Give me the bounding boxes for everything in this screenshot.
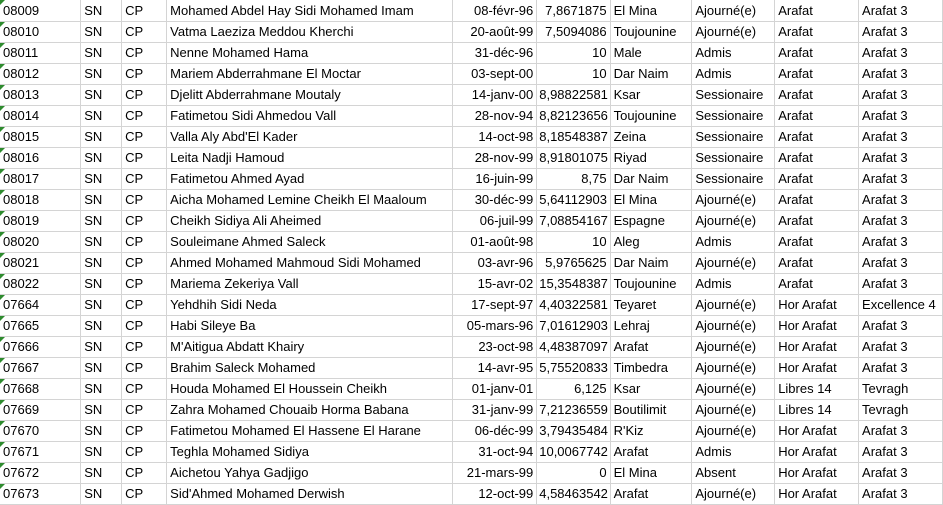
cell-student-id[interactable]: 08013 (0, 85, 81, 106)
cell-birth-date[interactable]: 08-févr-96 (453, 0, 537, 22)
cell-type[interactable]: CP (122, 22, 167, 43)
cell-group[interactable]: Arafat 3 (859, 442, 943, 463)
cell-student-name[interactable]: Habi Sileye Ba (167, 316, 453, 337)
cell-exam-center[interactable]: Hor Arafat (775, 463, 859, 484)
cell-group[interactable]: Arafat 3 (859, 190, 943, 211)
cell-exam-center[interactable]: Hor Arafat (775, 316, 859, 337)
cell-birthplace[interactable]: El Mina (610, 463, 692, 484)
cell-exam-center[interactable]: Hor Arafat (775, 442, 859, 463)
cell-birthplace[interactable]: El Mina (610, 0, 692, 22)
cell-score[interactable]: 4,40322581 (537, 295, 610, 316)
cell-birth-date[interactable]: 14-oct-98 (453, 127, 537, 148)
cell-student-id[interactable]: 08019 (0, 211, 81, 232)
table-row (0, 85, 943, 106)
cell-type[interactable]: CP (122, 169, 167, 190)
cell-student-id[interactable]: 08010 (0, 22, 81, 43)
cell-exam-center[interactable]: Arafat (775, 148, 859, 169)
cell-result-status[interactable]: Ajourné(e) (692, 295, 775, 316)
cell-birth-date[interactable]: 12-oct-99 (453, 484, 537, 505)
cell-type[interactable]: CP (122, 442, 167, 463)
cell-student-name[interactable]: Brahim Saleck Mohamed (167, 358, 453, 379)
cell-result-status[interactable]: Ajourné(e) (692, 400, 775, 421)
cell-student-name[interactable]: Teghla Mohamed Sidiya (167, 442, 453, 463)
cell-student-name[interactable]: Vatma Laeziza Meddou Kherchi (167, 22, 453, 43)
cell-result-status[interactable]: Ajourné(e) (692, 358, 775, 379)
cell-type[interactable]: CP (122, 379, 167, 400)
cell-student-id[interactable]: 08020 (0, 232, 81, 253)
cell-birthplace[interactable]: Boutilimit (610, 400, 692, 421)
cell-group[interactable]: Arafat 3 (859, 232, 943, 253)
cell-student-id[interactable]: 07671 (0, 442, 81, 463)
cell-type[interactable]: CP (122, 211, 167, 232)
cell-birth-date[interactable]: 20-août-99 (453, 22, 537, 43)
cell-birth-date[interactable]: 21-mars-99 (453, 463, 537, 484)
cell-exam-center[interactable]: Arafat (775, 169, 859, 190)
cell-exam-center[interactable]: Arafat (775, 190, 859, 211)
cell-result-status[interactable]: Sessionaire (692, 148, 775, 169)
cell-score[interactable]: 10 (537, 43, 610, 64)
table-row (0, 274, 943, 295)
cell-result-status[interactable]: Admis (692, 274, 775, 295)
cell-serie[interactable]: SN (81, 295, 122, 316)
cell-group[interactable]: Tevragh (859, 400, 943, 421)
cell-type[interactable]: CP (122, 463, 167, 484)
cell-birthplace[interactable]: Espagne (610, 211, 692, 232)
cell-score[interactable]: 6,125 (537, 379, 610, 400)
cell-student-name[interactable]: Sid'Ahmed Mohamed Derwish (167, 484, 453, 505)
table-row (0, 106, 943, 127)
cell-result-status[interactable]: Ajourné(e) (692, 22, 775, 43)
cell-exam-center[interactable]: Libres 14 (775, 400, 859, 421)
cell-student-name[interactable]: Aicha Mohamed Lemine Cheikh El Maaloum (167, 190, 453, 211)
cell-student-name[interactable]: Souleimane Ahmed Saleck (167, 232, 453, 253)
table-row (0, 358, 943, 379)
cell-student-name[interactable]: Zahra Mohamed Chouaib Horma Babana (167, 400, 453, 421)
cell-student-name[interactable]: Valla Aly Abd'El Kader (167, 127, 453, 148)
cell-result-status[interactable]: Ajourné(e) (692, 484, 775, 505)
cell-score[interactable]: 5,64112903 (537, 190, 610, 211)
cell-student-id[interactable]: 08022 (0, 274, 81, 295)
cell-serie[interactable]: SN (81, 442, 122, 463)
cell-birthplace[interactable]: Toujounine (610, 22, 692, 43)
table-row (0, 379, 943, 400)
cell-serie[interactable]: SN (81, 85, 122, 106)
cell-exam-center[interactable]: Hor Arafat (775, 295, 859, 316)
cell-type[interactable]: CP (122, 106, 167, 127)
cell-serie[interactable]: SN (81, 64, 122, 85)
cell-serie[interactable]: SN (81, 169, 122, 190)
cell-score[interactable]: 10 (537, 64, 610, 85)
table-row (0, 22, 943, 43)
cell-birthplace[interactable]: Arafat (610, 442, 692, 463)
cell-group[interactable]: Arafat 3 (859, 0, 943, 22)
table-row (0, 43, 943, 64)
cell-student-name[interactable]: Houda Mohamed El Houssein Cheikh (167, 379, 453, 400)
cell-exam-center[interactable]: Hor Arafat (775, 421, 859, 442)
cell-birth-date[interactable]: 31-déc-96 (453, 43, 537, 64)
cell-type[interactable]: CP (122, 295, 167, 316)
cell-birthplace[interactable]: Dar Naim (610, 169, 692, 190)
table-row (0, 0, 943, 22)
cell-score[interactable]: 3,79435484 (537, 421, 610, 442)
cell-student-id[interactable]: 07667 (0, 358, 81, 379)
cell-group[interactable]: Arafat 3 (859, 106, 943, 127)
table-row (0, 169, 943, 190)
cell-student-id[interactable]: 07666 (0, 337, 81, 358)
table-row (0, 421, 943, 442)
cell-birthplace[interactable]: R'Kiz (610, 421, 692, 442)
cell-score[interactable]: 4,48387097 (537, 337, 610, 358)
cell-serie[interactable]: SN (81, 43, 122, 64)
cell-group[interactable]: Arafat 3 (859, 358, 943, 379)
cell-type[interactable]: CP (122, 127, 167, 148)
table-row (0, 337, 943, 358)
cell-birthplace[interactable]: Zeina (610, 127, 692, 148)
cell-birth-date[interactable]: 14-janv-00 (453, 85, 537, 106)
cell-score[interactable]: 4,58463542 (537, 484, 610, 505)
cell-type[interactable]: CP (122, 337, 167, 358)
cell-serie[interactable]: SN (81, 400, 122, 421)
cell-student-name[interactable]: Mariem Abderrahmane El Moctar (167, 64, 453, 85)
cell-birthplace[interactable]: Arafat (610, 337, 692, 358)
cell-result-status[interactable]: Ajourné(e) (692, 337, 775, 358)
cell-group[interactable]: Tevragh (859, 379, 943, 400)
cell-result-status[interactable]: Ajourné(e) (692, 253, 775, 274)
cell-serie[interactable]: SN (81, 463, 122, 484)
cell-birth-date[interactable]: 01-août-98 (453, 232, 537, 253)
cell-birth-date[interactable]: 30-déc-99 (453, 190, 537, 211)
cell-student-name[interactable]: Fatimetou Mohamed El Hassene El Harane (167, 421, 453, 442)
cell-student-id[interactable]: 08018 (0, 190, 81, 211)
cell-serie[interactable]: SN (81, 274, 122, 295)
cell-student-name[interactable]: Nenne Mohamed Hama (167, 43, 453, 64)
cell-student-id[interactable]: 08011 (0, 43, 81, 64)
cell-score[interactable]: 7,21236559 (537, 400, 610, 421)
cell-score[interactable]: 8,82123656 (537, 106, 610, 127)
cell-score[interactable]: 7,01612903 (537, 316, 610, 337)
table-row (0, 484, 943, 505)
cell-score[interactable]: 8,91801075 (537, 148, 610, 169)
table-row (0, 316, 943, 337)
table-row (0, 127, 943, 148)
cell-student-name[interactable]: Fatimetou Sidi Ahmedou Vall (167, 106, 453, 127)
cell-serie[interactable]: SN (81, 211, 122, 232)
cell-result-status[interactable]: Admis (692, 232, 775, 253)
cell-type[interactable]: CP (122, 421, 167, 442)
cell-student-name[interactable]: Djelitt Abderrahmane Moutaly (167, 85, 453, 106)
table-row (0, 253, 943, 274)
cell-result-status[interactable]: Ajourné(e) (692, 379, 775, 400)
cell-serie[interactable]: SN (81, 190, 122, 211)
cell-student-name[interactable]: Yehdhih Sidi Neda (167, 295, 453, 316)
cell-type[interactable]: CP (122, 85, 167, 106)
cell-group[interactable]: Arafat 3 (859, 463, 943, 484)
cell-score[interactable]: 5,75520833 (537, 358, 610, 379)
cell-score[interactable]: 10,0067742 (537, 442, 610, 463)
cell-student-name[interactable]: Ahmed Mohamed Mahmoud Sidi Mohamed (167, 253, 453, 274)
cell-serie[interactable]: SN (81, 358, 122, 379)
cell-group[interactable]: Arafat 3 (859, 148, 943, 169)
cell-group[interactable]: Arafat 3 (859, 337, 943, 358)
cell-result-status[interactable]: Ajourné(e) (692, 0, 775, 22)
cell-result-status[interactable]: Absent (692, 463, 775, 484)
cell-result-status[interactable]: Sessionaire (692, 85, 775, 106)
cell-serie[interactable]: SN (81, 106, 122, 127)
table-row (0, 190, 943, 211)
table-row (0, 463, 943, 484)
cell-group[interactable]: Excellence 4 (859, 295, 943, 316)
cell-type[interactable]: CP (122, 232, 167, 253)
cell-birth-date[interactable]: 05-mars-96 (453, 316, 537, 337)
cell-serie[interactable]: SN (81, 127, 122, 148)
cell-score[interactable]: 8,75 (537, 169, 610, 190)
table-row (0, 148, 943, 169)
cell-birthplace[interactable]: Timbedra (610, 358, 692, 379)
cell-student-name[interactable]: Aichetou Yahya Gadjigo (167, 463, 453, 484)
cell-type[interactable]: CP (122, 484, 167, 505)
cell-birth-date[interactable]: 03-sept-00 (453, 64, 537, 85)
cell-result-status[interactable]: Sessionaire (692, 127, 775, 148)
cell-birthplace[interactable]: Lehraj (610, 316, 692, 337)
table-row (0, 64, 943, 85)
cell-birthplace[interactable]: Aleg (610, 232, 692, 253)
cell-student-id[interactable]: 07672 (0, 463, 81, 484)
cell-group[interactable]: Arafat 3 (859, 274, 943, 295)
cell-birthplace[interactable]: Arafat (610, 484, 692, 505)
cell-birthplace[interactable]: Dar Naim (610, 64, 692, 85)
cell-result-status[interactable]: Sessionaire (692, 106, 775, 127)
table-row (0, 232, 943, 253)
cell-birth-date[interactable]: 31-oct-94 (453, 442, 537, 463)
cell-serie[interactable]: SN (81, 316, 122, 337)
cell-serie[interactable]: SN (81, 148, 122, 169)
cell-type[interactable]: CP (122, 253, 167, 274)
cell-student-name[interactable]: Mohamed Abdel Hay Sidi Mohamed Imam (167, 0, 453, 22)
cell-result-status[interactable]: Ajourné(e) (692, 316, 775, 337)
cell-birthplace[interactable]: Teyaret (610, 295, 692, 316)
cell-type[interactable]: CP (122, 190, 167, 211)
cell-student-id[interactable]: 08021 (0, 253, 81, 274)
cell-birthplace[interactable]: Dar Naim (610, 253, 692, 274)
cell-birth-date[interactable]: 23-oct-98 (453, 337, 537, 358)
cell-birthplace[interactable]: Ksar (610, 85, 692, 106)
cell-exam-center[interactable]: Arafat (775, 274, 859, 295)
cell-exam-center[interactable]: Arafat (775, 64, 859, 85)
cell-serie[interactable]: SN (81, 22, 122, 43)
cell-student-id[interactable]: 08012 (0, 64, 81, 85)
cell-exam-center[interactable]: Arafat (775, 22, 859, 43)
cell-type[interactable]: CP (122, 148, 167, 169)
cell-group[interactable]: Arafat 3 (859, 64, 943, 85)
cell-exam-center[interactable]: Arafat (775, 106, 859, 127)
cell-student-name[interactable]: Fatimetou Ahmed Ayad (167, 169, 453, 190)
cell-exam-center[interactable]: Hor Arafat (775, 337, 859, 358)
cell-group[interactable]: Arafat 3 (859, 211, 943, 232)
cell-birth-date[interactable]: 15-avr-02 (453, 274, 537, 295)
cell-serie[interactable]: SN (81, 421, 122, 442)
cell-serie[interactable]: SN (81, 232, 122, 253)
cell-result-status[interactable]: Admis (692, 64, 775, 85)
cell-result-status[interactable]: Admis (692, 442, 775, 463)
cell-result-status[interactable]: Sessionaire (692, 169, 775, 190)
cell-student-id[interactable]: 07668 (0, 379, 81, 400)
cell-exam-center[interactable]: Arafat (775, 253, 859, 274)
cell-student-name[interactable]: M'Aitigua Abdatt Khairy (167, 337, 453, 358)
cell-exam-center[interactable]: Hor Arafat (775, 358, 859, 379)
cell-birthplace[interactable]: Male (610, 43, 692, 64)
cell-exam-center[interactable]: Hor Arafat (775, 484, 859, 505)
cell-score[interactable]: 7,5094086 (537, 22, 610, 43)
cell-group[interactable]: Arafat 3 (859, 316, 943, 337)
cell-serie[interactable]: SN (81, 0, 122, 22)
cell-birth-date[interactable]: 17-sept-97 (453, 295, 537, 316)
cell-serie[interactable]: SN (81, 253, 122, 274)
cell-student-id[interactable]: 07669 (0, 400, 81, 421)
cell-student-id[interactable]: 07664 (0, 295, 81, 316)
cell-group[interactable]: Arafat 3 (859, 421, 943, 442)
cell-serie[interactable]: SN (81, 379, 122, 400)
cell-birth-date[interactable]: 28-nov-94 (453, 106, 537, 127)
cell-birthplace[interactable]: Ksar (610, 379, 692, 400)
cell-group[interactable]: Arafat 3 (859, 85, 943, 106)
cell-student-id[interactable]: 08014 (0, 106, 81, 127)
cell-birth-date[interactable]: 14-avr-95 (453, 358, 537, 379)
cell-student-id[interactable]: 07670 (0, 421, 81, 442)
cell-birth-date[interactable]: 01-janv-01 (453, 379, 537, 400)
cell-exam-center[interactable]: Arafat (775, 127, 859, 148)
table-row (0, 295, 943, 316)
cell-student-name[interactable]: Cheikh Sidiya Ali Aheimed (167, 211, 453, 232)
cell-birthplace[interactable]: Toujounine (610, 274, 692, 295)
cell-exam-center[interactable]: Arafat (775, 43, 859, 64)
table-row (0, 442, 943, 463)
cell-score[interactable]: 7,8671875 (537, 0, 610, 22)
cell-type[interactable]: CP (122, 0, 167, 22)
cell-group[interactable]: Arafat 3 (859, 43, 943, 64)
cell-birth-date[interactable]: 06-déc-99 (453, 421, 537, 442)
cell-exam-center[interactable]: Libres 14 (775, 379, 859, 400)
cell-exam-center[interactable]: Arafat (775, 0, 859, 22)
cell-serie[interactable]: SN (81, 484, 122, 505)
cell-score[interactable]: 0 (537, 463, 610, 484)
cell-group[interactable]: Arafat 3 (859, 253, 943, 274)
cell-score[interactable]: 10 (537, 232, 610, 253)
cell-exam-center[interactable]: Arafat (775, 211, 859, 232)
cell-birthplace[interactable]: Toujounine (610, 106, 692, 127)
cell-exam-center[interactable]: Arafat (775, 85, 859, 106)
cell-type[interactable]: CP (122, 316, 167, 337)
cell-birth-date[interactable]: 03-avr-96 (453, 253, 537, 274)
cell-score[interactable]: 5,9765625 (537, 253, 610, 274)
cell-group[interactable]: Arafat 3 (859, 169, 943, 190)
cell-exam-center[interactable]: Arafat (775, 232, 859, 253)
cell-score[interactable]: 8,98822581 (537, 85, 610, 106)
cell-student-id[interactable]: 07673 (0, 484, 81, 505)
cell-student-id[interactable]: 08017 (0, 169, 81, 190)
cell-score[interactable]: 15,3548387 (537, 274, 610, 295)
cell-group[interactable]: Arafat 3 (859, 127, 943, 148)
cell-serie[interactable]: SN (81, 337, 122, 358)
cell-birth-date[interactable]: 06-juil-99 (453, 211, 537, 232)
cell-group[interactable]: Arafat 3 (859, 484, 943, 505)
cell-birthplace[interactable]: El Mina (610, 190, 692, 211)
cell-student-name[interactable]: Mariema Zekeriya Vall (167, 274, 453, 295)
cell-student-id[interactable]: 07665 (0, 316, 81, 337)
cell-type[interactable]: CP (122, 43, 167, 64)
cell-type[interactable]: CP (122, 64, 167, 85)
cell-group[interactable]: Arafat 3 (859, 22, 943, 43)
cell-birth-date[interactable]: 31-janv-99 (453, 400, 537, 421)
cell-student-id[interactable]: 08009 (0, 0, 81, 22)
cell-birth-date[interactable]: 16-juin-99 (453, 169, 537, 190)
cell-score[interactable]: 8,18548387 (537, 127, 610, 148)
table-row (0, 211, 943, 232)
table-row (0, 400, 943, 421)
cell-result-status[interactable]: Ajourné(e) (692, 190, 775, 211)
cell-score[interactable]: 7,08854167 (537, 211, 610, 232)
cell-type[interactable]: CP (122, 274, 167, 295)
cell-birth-date[interactable]: 28-nov-99 (453, 148, 537, 169)
cell-student-name[interactable]: Leita Nadji Hamoud (167, 148, 453, 169)
cell-result-status[interactable]: Ajourné(e) (692, 211, 775, 232)
cell-type[interactable]: CP (122, 400, 167, 421)
cell-student-id[interactable]: 08015 (0, 127, 81, 148)
cell-result-status[interactable]: Ajourné(e) (692, 421, 775, 442)
cell-birthplace[interactable]: Riyad (610, 148, 692, 169)
cell-student-id[interactable]: 08016 (0, 148, 81, 169)
cell-result-status[interactable]: Admis (692, 43, 775, 64)
cell-type[interactable]: CP (122, 358, 167, 379)
